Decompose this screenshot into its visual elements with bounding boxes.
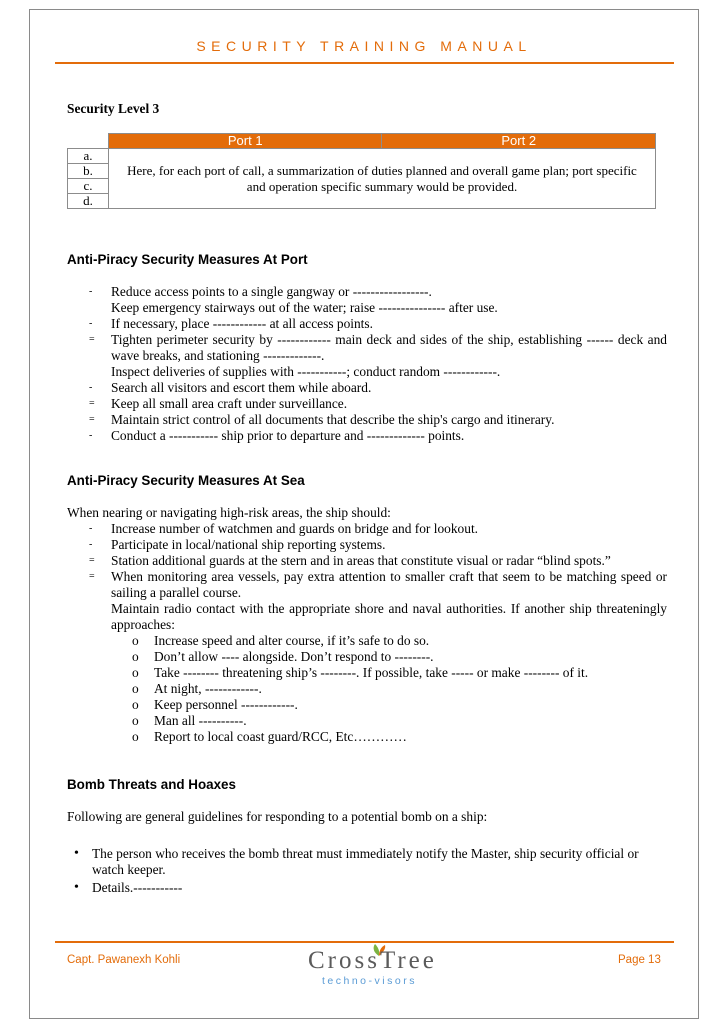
list-item-text: Keep all small area craft under surveillance. [111,396,348,411]
bomb-section-block [67,809,667,898]
sub-list-item [67,729,667,745]
sub-list-item-text: Man all ----------. [154,713,247,728]
list-item-text: Keep emergency stairways out of the water; raise --------------- after use. [111,300,498,315]
list-item-text: Reduce access points to a single gangway or -----------------. [111,284,432,299]
list-item-text: If necessary, place ------------ at all access points. [111,316,373,331]
list-item-text: Station additional guards at the stern and in areas that constitute visual or radar “blind spots.” [111,553,611,568]
sea-measures-block [67,505,667,745]
list-item [67,553,667,569]
bomb-bullet-list [67,846,667,896]
port1-header: Port 1 [109,134,382,149]
table-corner [68,134,109,149]
sub-list-item-text: Keep personnel ------------. [154,697,298,712]
sub-list-item [67,697,667,713]
port-section-heading: Anti-Piracy Security Measures At Port [67,252,308,267]
bullet-marker: - [89,523,93,534]
row-label: b. [68,164,109,179]
list-item-text: Tighten perimeter security by ------------ main deck and sides of the ship, establishing ------ deck and wave breaks, and stationing -------------. [111,332,667,363]
list-item-text: Conduct a ----------- ship prior to departure and ------------- points. [111,428,465,443]
sea-measures-list [67,521,667,633]
sub-list-item [67,649,667,665]
sub-list-item [67,633,667,649]
list-item [67,537,667,553]
header-rule [55,62,674,64]
logo-wordmark: CrossTree [308,947,437,974]
list-item [67,396,667,412]
sea-section-heading: Anti-Piracy Security Measures At Sea [67,473,305,488]
bullet-marker: - [89,286,93,297]
list-item [67,316,667,332]
footer-page-number: Page 13 [618,954,661,966]
sub-bullet-marker: o [132,697,139,712]
row-label: a. [68,149,109,164]
security-level-title: Security Level 3 [67,101,160,116]
sub-list-item-text: Don’t allow ---- alongside. Don’t respond to --------. [154,649,434,664]
bullet-marker: = [89,555,95,566]
list-item [67,300,667,316]
logo-tagline: techno-visors [322,975,417,987]
sea-intro: When nearing or navigating high-risk areas, the ship should: [67,505,391,520]
list-item [67,412,667,428]
sub-bullet-marker: o [132,713,139,728]
list-item [67,284,667,300]
sub-list-item-text: Take -------- threatening ship’s --------. If possible, take ----- or make -------- of it. [154,665,589,680]
list-item-text: When monitoring area vessels, pay extra attention to smaller craft that seem to be matching speed or sailing a parallel course. [111,569,667,600]
list-item [67,521,667,537]
list-item [67,601,667,633]
bullet-dot-icon: • [74,880,79,895]
sub-bullet-marker: o [132,649,139,664]
sub-list-item [67,681,667,697]
bullet-marker: = [89,334,95,345]
sea-submeasures-list [67,633,667,745]
sub-list-item [67,665,667,681]
bullet-marker: - [89,318,93,329]
table-description: Here, for each port of call, a summarization of duties planned and overall game plan; port specific and operation specific summary would be provided. [109,149,656,209]
bullet-marker: - [89,430,93,441]
row-label: d. [68,194,109,209]
list-item-text: Participate in local/national ship reporting systems. [111,537,386,552]
bomb-bullet-item [67,846,667,878]
page-header-title: SECURITY TRAINING MANUAL [196,38,532,54]
list-item-text: Search all visitors and escort them while aboard. [111,380,372,395]
bomb-bullet-item [67,880,667,896]
port-table [67,133,656,209]
sub-bullet-marker: o [132,729,139,744]
crosstree-logo [308,947,438,993]
sub-bullet-marker: o [132,681,139,696]
sub-list-item-text: Report to local coast guard/RCC, Etc………… [154,729,407,744]
list-item-text: Maintain radio contact with the appropriate shore and naval authorities. If another ship threateningly approaches: [111,601,667,632]
row-label: c. [68,179,109,194]
footer-rule [55,941,674,943]
security-level-section [67,101,667,209]
sub-bullet-marker: o [132,665,139,680]
bomb-bullet-text: Details.----------- [92,880,183,895]
list-item-text: Increase number of watchmen and guards on bridge and for lookout. [111,521,479,536]
list-item [67,364,667,380]
sub-list-item-text: Increase speed and alter course, if it’s safe to do so. [154,633,430,648]
footer-author: Capt. Pawanexh Kohli [67,954,181,966]
bullet-marker: = [89,571,95,582]
bullet-marker: = [89,398,95,409]
list-item-text: Maintain strict control of all documents that describe the ship's cargo and itinerary. [111,412,555,427]
bullet-marker: - [89,382,93,393]
sub-list-item [67,713,667,729]
list-item [67,332,667,364]
bullet-marker: - [89,539,93,550]
bomb-bullet-text: The person who receives the bomb threat must immediately notify the Master, ship security official or watch keeper. [92,846,639,877]
sub-list-item-text: At night, ------------. [154,681,262,696]
port-measures-list [67,284,667,444]
sub-bullet-marker: o [132,633,139,648]
bomb-section-heading: Bomb Threats and Hoaxes [67,777,236,792]
bullet-dot-icon: • [74,846,79,861]
list-item-text: Inspect deliveries of supplies with -----------; conduct random ------------. [111,364,501,379]
port2-header: Port 2 [382,134,656,149]
bullet-marker: = [89,414,95,425]
list-item [67,569,667,601]
list-item [67,428,667,444]
bomb-intro: Following are general guidelines for responding to a potential bomb on a ship: [67,809,488,824]
list-item [67,380,667,396]
